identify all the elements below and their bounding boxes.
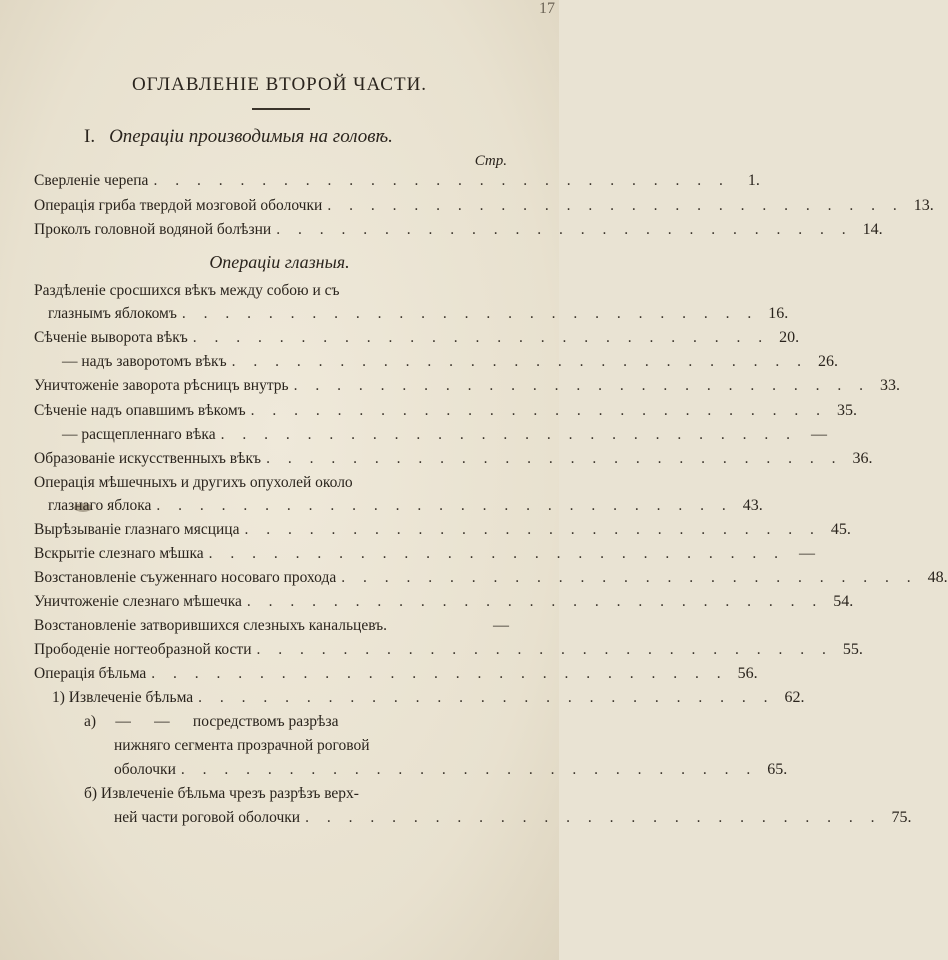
entry-page: — — [493, 617, 509, 634]
contents-entry — [34, 617, 509, 641]
entry-title: ней части роговой оболочки — [114, 809, 301, 826]
page-column-label: Стр. — [474, 153, 507, 169]
entry-title: Возстановленіе затворившихся слезныхъ канальцевъ. — [34, 617, 388, 634]
leader-dots: . . . . . . . . . . . . . . . . . . . . . . . . . . . — [246, 593, 824, 610]
contents-entry — [34, 377, 900, 401]
entry-title-line: нижняго сегмента прозрачной роговой — [114, 737, 370, 754]
contents-entry — [62, 426, 827, 450]
leader-dots: . . . . . . . . . . . . . . . . . . . . . . . . . . . — [156, 497, 733, 514]
leader-dots: . . . . . . . . . . . . . . . . . . . . . . . . . . . — [151, 665, 728, 682]
leader-dots: . . . . . . . . . . . . . . . . . . . . . . . . . . . — [327, 197, 904, 214]
leader-dots: . . . . . . . . . . . . . . . . . . . . . . . . . . . — [341, 569, 918, 586]
entry-page: 48. — [927, 569, 948, 586]
leader-dots: . . . . . . . . . . . . . . . . . . . . . . . . . . . — [180, 761, 758, 778]
entry-page: 1. — [747, 172, 760, 189]
entry-title: — расщепленнаго вѣка — [62, 426, 216, 443]
entry-title: — надъ заворотомъ вѣкъ — [62, 353, 227, 370]
entry-title-line: б) Извлеченіе бѣльма чрезъ разрѣзъ верх- — [84, 785, 359, 802]
leader-dots: . . . . . . . . . . . . . . . . . . . . . . . . . . . — [244, 521, 821, 538]
entry-title: глазнаго яблока — [48, 497, 152, 514]
leader-dots: . . . . . . . . . . . . . . . . . . . . . . . . . . . — [293, 377, 870, 394]
entry-page: 16. — [768, 305, 789, 322]
ink-smudge — [74, 503, 92, 512]
contents-entry — [48, 305, 789, 329]
entry-page: 35. — [837, 402, 858, 419]
leader-dots: . . . . . . . . . . . . . . . . . . . . . . . . . . . — [181, 305, 759, 322]
entry-title: Прободеніе ногтеобразной кости — [34, 641, 252, 658]
contents-entry — [34, 569, 948, 593]
contents-title: ОГЛАВЛЕНІЕ ВТОРОЙ ЧАСТИ. — [131, 74, 428, 95]
entry-page: 14. — [862, 221, 883, 238]
entry-title: Операція гриба твердой мозговой оболочки — [34, 197, 323, 214]
entry-page: 33. — [880, 377, 900, 394]
entry-title: Сѣченіе надъ опавшимъ вѣкомъ — [34, 402, 246, 419]
entry-title: Вырѣзываніе глазнаго мясцица — [34, 521, 240, 538]
entry-title: Уничтоженіе заворота рѣсницъ внутрь — [34, 377, 289, 394]
leader-dots: . . . . . . . . . . . . . . . . . . . . . . . . . . . — [256, 641, 833, 658]
entry-title: Операція бѣльма — [34, 665, 147, 682]
contents-entry — [48, 497, 763, 521]
subsection-heading: Операціи глазныя. — [209, 252, 350, 272]
contents-entry — [52, 689, 805, 713]
leader-dots: . . . . . . . . . . . . . . . . . . . . . . . . . . . — [250, 402, 828, 419]
contents-entry — [34, 329, 800, 353]
entry-title: Сверленіе черепа — [34, 172, 149, 189]
entry-page: 13. — [913, 197, 934, 214]
contents-entry — [114, 761, 788, 785]
entry-title-line: Операція мѣшечныхъ и другихъ опухолей около — [34, 474, 353, 491]
contents-entry — [34, 450, 873, 474]
contents-entry — [34, 641, 863, 665]
section-heading-text: Операціи производимыя на головѣ. — [109, 126, 393, 147]
contents-entry — [114, 809, 912, 833]
entry-page: 26. — [817, 353, 838, 370]
entry-title: оболочки — [114, 761, 176, 778]
entry-title-line: а) — — посредствомъ разрѣза — [84, 713, 339, 730]
contents-entry — [34, 197, 934, 221]
entry-page: 65. — [767, 761, 788, 778]
entry-page: 45. — [830, 521, 851, 538]
leader-dots: . . . . . . . . . . . . . . . . . . . . . . . . . . . — [220, 426, 797, 443]
entry-title: глазнымъ яблокомъ — [48, 305, 177, 322]
entry-title: Проколъ головной водяной болѣзни — [34, 221, 272, 238]
contents-entry — [34, 521, 851, 545]
entry-page: 36. — [852, 450, 873, 467]
entry-page: 43. — [742, 497, 763, 514]
entry-page: 56. — [737, 665, 758, 682]
entry-page: — — [799, 545, 816, 562]
leader-dots: . . . . . . . . . . . . . . . . . . . . . . . . . . . — [276, 221, 853, 238]
entry-title: Образованіе искусственныхъ вѣкъ — [34, 450, 262, 467]
entry-title: Сѣченіе выворота вѣкъ — [34, 329, 188, 346]
entry-title: Вскрытіе слезнаго мѣшка — [34, 545, 204, 562]
contents-entry — [34, 665, 758, 689]
contents-entry — [34, 221, 883, 245]
leader-dots: . . . . . . . . . . . . . . . . . . . . . . . . . . . — [153, 172, 730, 189]
leader-dots: . . . . . . . . . . . . . . . . . . . . . . . . . . . — [305, 809, 882, 826]
entry-title: 1) Извлеченіе бѣльма — [52, 689, 194, 706]
leader-dots: . . . . . . . . . . . . . . . . . . . . . . . . . . . — [208, 545, 786, 562]
entry-page: 55. — [842, 641, 863, 658]
entry-title: Уничтоженіе слезнаго мѣшечка — [34, 593, 242, 610]
entry-title: Возстановленіе съуженнаго носоваго прохода — [34, 569, 337, 586]
leader-dots: . . . . . . . . . . . . . . . . . . . . . . . . . . . — [231, 353, 808, 370]
contents-entry — [62, 353, 838, 377]
contents-entry — [34, 545, 816, 569]
entry-page: — — [810, 426, 827, 443]
entry-title-line: Раздѣленіе сросшихся вѣкъ между собою и съ — [34, 282, 340, 299]
section-numeral: I. — [84, 126, 96, 147]
leader-dots: . . . . . . . . . . . . . . . . . . . . . . . . . . . — [266, 450, 843, 467]
contents-entry — [34, 593, 854, 617]
contents-entry — [34, 172, 760, 196]
entry-page: 62. — [784, 689, 805, 706]
leader-dots: . . . . . . . . . . . . . . . . . . . . . . . . . . . — [192, 329, 770, 346]
entry-page: 75. — [891, 809, 912, 826]
entry-page: 20. — [779, 329, 800, 346]
page-corner-number: 17 — [539, 0, 555, 17]
entry-page: 54. — [833, 593, 854, 610]
contents-entry — [34, 402, 858, 426]
leader-dots: . . . . . . . . . . . . . . . . . . . . . . . . . . . — [198, 689, 775, 706]
